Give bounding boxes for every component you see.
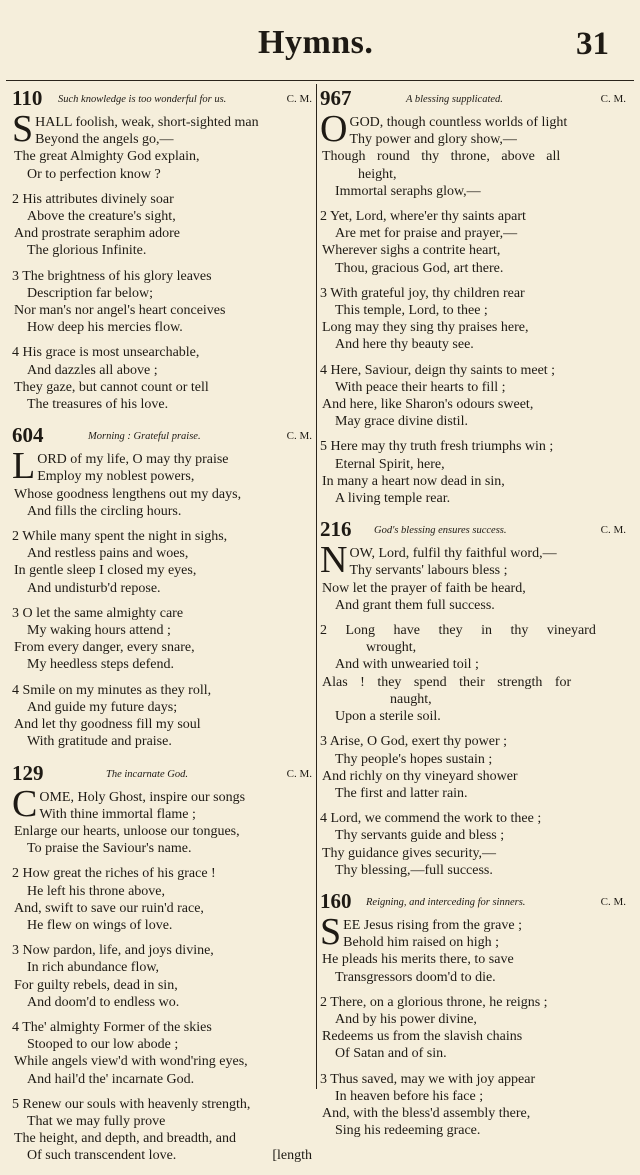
verse-line: 4 His grace is most unsearchable, <box>12 345 200 361</box>
verse-line: And hail'd the' incarnate God. <box>27 1071 195 1087</box>
hymn-110 <box>12 86 312 413</box>
verse-line: Though round thy throne, above all <box>322 149 561 165</box>
verse-1 <box>320 108 626 200</box>
verse-line: Enlarge our hearts, unloose our tongues, <box>14 823 240 839</box>
hymn-meter: C. M. <box>600 524 626 537</box>
verse-line: And here, like Sharon's odours sweet, <box>322 397 534 413</box>
verse-line: 3 Arise, O God, exert thy power ; <box>320 734 508 750</box>
verse-line: Eternal Spirit, here, <box>335 456 445 472</box>
verse-line: This temple, Lord, to thee ; <box>335 303 488 319</box>
verse-line: Employ my noblest powers, <box>37 469 195 485</box>
column-divider <box>316 84 317 1089</box>
verse-line: 5 Here may thy truth fresh triumphs win ; <box>320 439 554 455</box>
verse-1 <box>12 782 312 858</box>
hymn-216 <box>320 517 626 879</box>
hymn-number: 110 <box>12 86 43 110</box>
verse-line: height, <box>358 166 397 182</box>
verse-line: OME, Holy Ghost, inspire our songs <box>39 789 246 805</box>
verse-line: Stooped to our low abode ; <box>27 1037 179 1053</box>
hymn-604 <box>12 423 312 750</box>
verse-line: Thy guidance gives security,— <box>322 845 497 861</box>
verse-5 <box>320 438 626 507</box>
verse-line: Long may they sing thy praises here, <box>322 320 529 336</box>
verse-line: He pleads his merits there, to save <box>322 952 514 968</box>
verse-4 <box>12 344 312 413</box>
verse-3 <box>12 605 312 674</box>
verse-line: Of Satan and of sin. <box>335 1046 447 1062</box>
verse-line: Sing his redeeming grace. <box>335 1123 481 1139</box>
verse-line: And restless pains and woes, <box>27 546 189 562</box>
verse-line: Above the creature's sight, <box>27 209 176 225</box>
hymn-subject: A blessing supplicated. <box>406 94 503 105</box>
verse-line: EE Jesus rising from the grave ; <box>343 917 522 933</box>
verse-line: Alas ! they spend their strength for <box>322 674 572 690</box>
hymn-meter: C. M. <box>286 767 312 780</box>
hymn-number: 129 <box>12 760 44 785</box>
verse-line: And, with the bless'd assembly there, <box>322 1105 531 1121</box>
verse-line: 3 With grateful joy, thy children rear <box>320 285 525 301</box>
verse-line: My waking hours attend ; <box>27 623 171 639</box>
hymn-subject: Reigning, and interceding for sinners. <box>366 896 526 908</box>
header-rule <box>6 80 634 81</box>
verse-2 <box>12 528 312 597</box>
verse-line: Immortal seraphs glow,— <box>335 183 481 199</box>
verse-line: Whose goodness lengthens out my days, <box>14 486 242 502</box>
hymn-number: 604 <box>12 423 44 448</box>
left-column <box>12 86 312 1175</box>
verse-line: 2 Long have they in thy vineyard <box>320 623 596 639</box>
verse-line: 3 Thus saved, may we with joy appear <box>320 1071 536 1087</box>
verse-line: With peace their hearts to fill ; <box>335 379 506 395</box>
verse-line: And grant them full success. <box>335 597 495 613</box>
verse-1 <box>320 910 626 986</box>
verse-line: Nor man's nor angel's heart conceives <box>14 303 226 319</box>
hymn-967 <box>320 86 626 507</box>
verse-line: 3 O let the same almighty care <box>12 605 184 621</box>
verse-line: And dazzles all above ; <box>27 362 158 378</box>
hymn-meter: C. M. <box>600 93 626 105</box>
verse-3 <box>320 285 626 354</box>
verse-line: And fills the circling hours. <box>27 503 182 519</box>
verse-line: While angels view'd with wond'ring eyes, <box>14 1054 248 1070</box>
hymn-subject: Such knowledge is too wonderful for us. <box>58 94 227 105</box>
drop-cap: S <box>320 910 342 953</box>
verse-line: And let thy goodness fill my soul <box>14 717 201 733</box>
drop-cap: N <box>320 539 348 582</box>
verse-2 <box>320 622 626 725</box>
verse-line: naught, <box>390 691 432 707</box>
verse-line: GOD, though countless worlds of light <box>349 115 568 130</box>
verse-4 <box>320 810 626 879</box>
verse-3 <box>12 268 312 337</box>
verse-line: 2 Yet, Lord, where'er thy saints apart <box>320 209 526 225</box>
hymn-heading <box>320 889 626 917</box>
verse-line: May grace divine distil. <box>335 414 468 430</box>
verse-line: In gentle sleep I closed my eyes, <box>14 563 197 579</box>
drop-cap: O <box>320 108 348 150</box>
verse-line: How deep his mercies flow. <box>27 320 183 336</box>
verse-line: Thy people's hopes sustain ; <box>335 751 493 767</box>
hymn-160 <box>320 889 626 1139</box>
verse-line: 4 Lord, we commend the work to thee ; <box>320 811 542 827</box>
verse-line: A living temple rear. <box>335 491 451 507</box>
hymn-subject: The incarnate God. <box>106 768 188 780</box>
verse-line: And with unwearied toil ; <box>335 657 479 673</box>
verse-1 <box>320 539 626 614</box>
verse-2 <box>12 865 312 934</box>
verse-5 <box>12 1096 312 1165</box>
verse-3 <box>320 1071 626 1140</box>
verse-line: Thou, gracious God, art there. <box>335 260 504 276</box>
verse-line: 3 Now pardon, life, and joys divine, <box>12 943 214 959</box>
hymn-meter: C. M. <box>286 93 312 105</box>
page-number: 31 <box>576 26 609 62</box>
verse-line: And, swift to save our ruin'd race, <box>14 900 204 916</box>
catchword: [length <box>272 1148 312 1164</box>
verse-line: My heedless steps defend. <box>27 657 174 673</box>
drop-cap: L <box>12 445 36 488</box>
verse-line: Transgressors doom'd to die. <box>335 969 496 985</box>
verse-line: Thy servants' labours bless ; <box>349 563 508 579</box>
verse-line: He flew on wings of love. <box>27 917 173 933</box>
verse-line: And prostrate seraphim adore <box>14 226 180 242</box>
hymn-heading <box>320 86 626 114</box>
verse-line: And richly on thy vineyard shower <box>322 768 518 784</box>
page-title: Hymns. <box>258 24 374 61</box>
verse-line: Thy blessing,—full success. <box>335 862 493 878</box>
verse-line: Are met for praise and prayer,— <box>335 226 518 242</box>
verse-line: The treasures of his love. <box>27 397 169 413</box>
verse-line: That we may fully prove <box>27 1113 166 1129</box>
hymn-subject: Morning : Grateful praise. <box>88 431 201 443</box>
verse-line: In many a heart now dead in sin, <box>322 473 505 489</box>
verse-line: Behold him raised on high ; <box>343 935 500 951</box>
hymn-meter: C. M. <box>600 895 626 908</box>
right-column <box>320 86 626 1149</box>
verse-line: Redeems us from the slavish chains <box>322 1029 523 1045</box>
verse-line <box>12 1147 312 1164</box>
verse-line: Upon a sterile soil. <box>335 709 441 725</box>
verse-line: 4 Here, Saviour, deign thy saints to meet ; <box>320 362 556 378</box>
verse-line: wrought, <box>366 640 417 656</box>
verse-line: The first and latter rain. <box>335 785 468 801</box>
page-header <box>0 0 640 80</box>
verse-1 <box>12 445 312 520</box>
hymn-129 <box>12 761 312 1165</box>
verse-line: 5 Renew our souls with heavenly strength, <box>12 1096 251 1112</box>
verse-line: Description far below; <box>27 285 153 301</box>
verse-line: Beyond the angels go,— <box>35 132 174 148</box>
verse-line: From every danger, every snare, <box>14 640 195 656</box>
verse-line: They gaze, but cannot count or tell <box>14 379 209 395</box>
hymn-heading <box>12 423 312 451</box>
verse-line: The glorious Infinite. <box>27 243 147 259</box>
verse-line: Thy power and glory show,— <box>349 132 517 148</box>
verse-line-text: Of such transcendent love. <box>27 1148 177 1164</box>
verse-line: The height, and depth, and breadth, and <box>14 1131 236 1147</box>
hymn-heading <box>320 517 626 545</box>
hymn-subject: God's blessing ensures success. <box>374 525 507 537</box>
hymn-number: 160 <box>320 888 352 913</box>
verse-line: HALL foolish, weak, short-sighted man <box>35 115 259 130</box>
verse-line: ORD of my life, O may thy praise <box>37 452 229 468</box>
verse-line: The great Almighty God explain, <box>14 149 200 165</box>
verse-2 <box>320 208 626 277</box>
verse-line: In rich abundance flow, <box>27 960 160 976</box>
verse-line: For guilty rebels, dead in sin, <box>14 977 178 993</box>
verse-line: 4 The' almighty Former of the skies <box>12 1019 212 1035</box>
hymn-number: 216 <box>320 517 352 542</box>
verse-line: 2 How great the riches of his grace ! <box>12 866 216 882</box>
verse-line: 2 There, on a glorious throne, he reigns ; <box>320 994 548 1010</box>
verse-4 <box>320 362 626 431</box>
verse-2 <box>12 191 312 260</box>
verse-line: With thine immortal flame ; <box>39 806 196 822</box>
verse-line: And undisturb'd repose. <box>27 580 161 596</box>
verse-line: Or to perfection know ? <box>27 166 161 182</box>
verse-line: Now let the prayer of faith be heard, <box>322 580 526 596</box>
verse-line: In heaven before his face ; <box>335 1088 484 1104</box>
verse-line: 2 His attributes divinely soar <box>12 191 174 207</box>
hymn-heading <box>12 761 312 789</box>
verse-line: 3 The brightness of his glory leaves <box>12 268 212 284</box>
verse-line: Wherever sighs a contrite heart, <box>322 243 501 259</box>
verse-line: Thy servants guide and bless ; <box>335 828 505 844</box>
verse-line: And by his power divine, <box>335 1011 477 1027</box>
verse-line: And doom'd to endless wo. <box>27 994 180 1010</box>
verse-3 <box>320 733 626 802</box>
verse-2 <box>320 994 626 1063</box>
hymn-heading <box>12 86 312 114</box>
drop-cap: S <box>12 108 34 150</box>
hymn-number: 967 <box>320 86 352 110</box>
drop-cap: C <box>12 782 38 825</box>
verse-line: And guide my future days; <box>27 699 178 715</box>
verse-line: With gratitude and praise. <box>27 734 172 750</box>
hymn-meter: C. M. <box>286 430 312 443</box>
verse-4 <box>12 1019 312 1088</box>
verse-line: And here thy beauty see. <box>335 337 474 353</box>
verse-line: 4 Smile on my minutes as they roll, <box>12 682 212 698</box>
verse-1 <box>12 108 312 183</box>
verse-line: 2 While many spent the night in sighs, <box>12 529 228 545</box>
verse-line: To praise the Saviour's name. <box>27 841 192 857</box>
verse-line: OW, Lord, fulfil thy faithful word,— <box>349 546 557 562</box>
verse-4 <box>12 682 312 751</box>
verse-line: He left his throne above, <box>27 883 166 899</box>
verse-3 <box>12 942 312 1011</box>
